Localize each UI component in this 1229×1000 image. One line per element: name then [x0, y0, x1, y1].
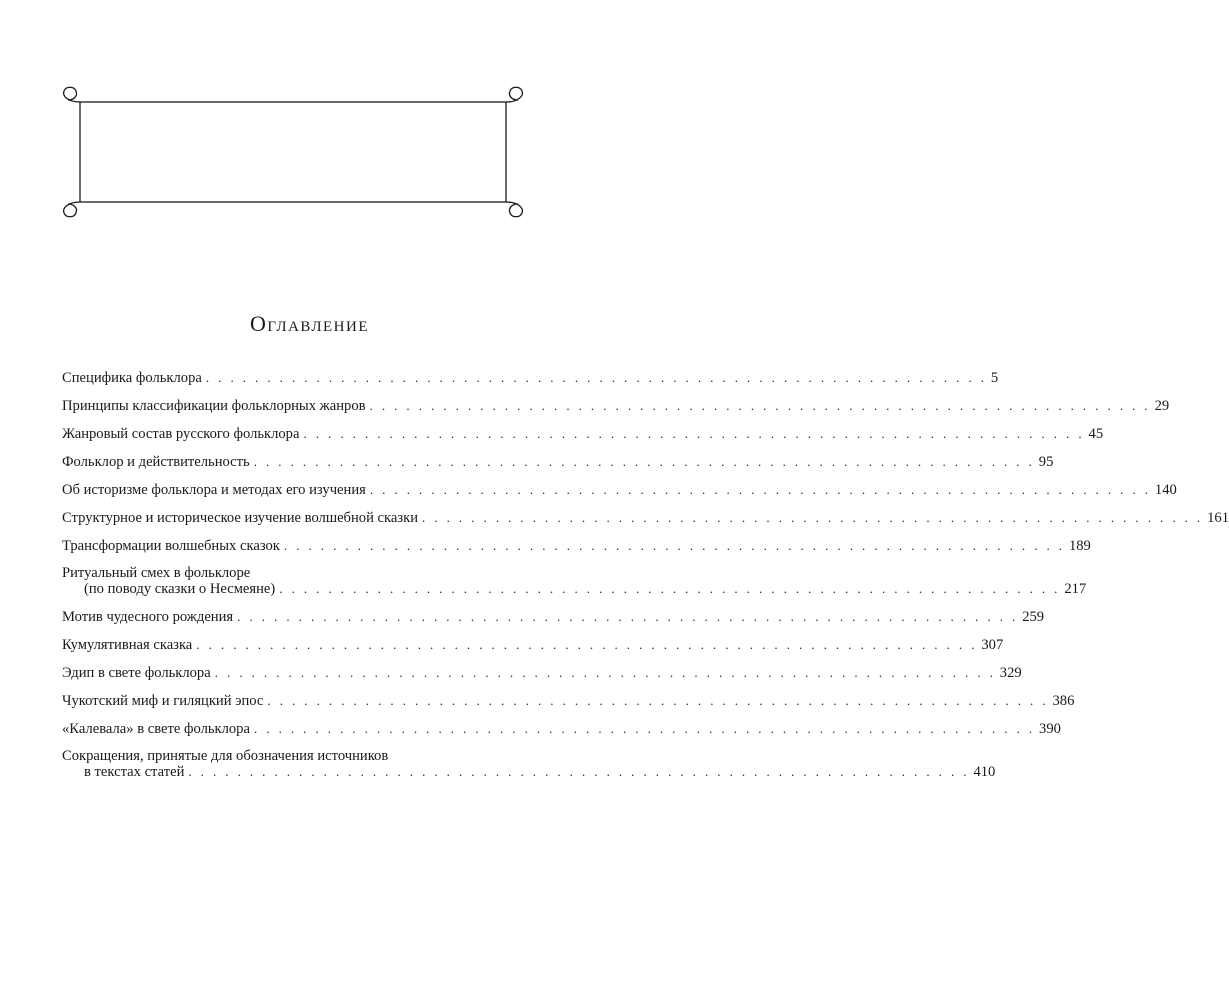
table-of-contents	[62, 370, 1229, 792]
page-title: Оглавление	[249, 311, 370, 336]
dot-leader: . . . . . . . . . . . . . . . . . . . . . . . . . . . . . . . . . . . . . . . . . . . . . . . . . . . . . . . . . . . . . . . .	[253, 454, 1035, 469]
toc-page-number: 189	[1068, 538, 1091, 554]
toc-entry[interactable]	[62, 510, 1229, 526]
dot-leader: . . . . . . . . . . . . . . . . . . . . . . . . . . . . . . . . . . . . . . . . . . . . . . . . . . . . . . . . . . . . . . . .	[214, 665, 996, 680]
toc-entry-title: Мотив чудесного рождения	[62, 609, 234, 625]
toc-entry[interactable]	[62, 609, 1045, 625]
toc-entry-title: Принципы классификации фольклорных жанров	[62, 398, 366, 414]
toc-entry[interactable]	[62, 538, 1091, 554]
toc-entry[interactable]	[62, 454, 1054, 470]
toc-page-number: 390	[1039, 721, 1061, 737]
toc-page-number: 29	[1154, 398, 1170, 414]
dot-leader: . . . . . . . . . . . . . . . . . . . . . . . . . . . . . . . . . . . . . . . . . . . . . . . . . . . . . . . . . . . . . . . .	[196, 637, 978, 652]
toc-entry-title: Чукотский миф и гиляцкий эпос	[62, 693, 264, 709]
toc-entry-title: (по поводу сказки о Несмеяне)	[84, 581, 276, 597]
toc-entry-title: Структурное и историческое изучение волшебной сказки	[62, 510, 419, 526]
toc-entry-title: Об историзме фольклора и методах его изучения	[62, 482, 366, 498]
toc-page-number: 386	[1052, 693, 1075, 709]
toc-page-number: 140	[1154, 482, 1177, 498]
dot-leader: . . . . . . . . . . . . . . . . . . . . . . . . . . . . . . . . . . . . . . . . . . . . . . . . . . . . . . . . . . . . . . . .	[205, 370, 987, 385]
frame-curl-top-left	[64, 87, 80, 102]
frame-curl-top-right	[506, 87, 522, 102]
toc-entry-title: «Калевала» в свете фольклора	[62, 721, 250, 737]
dot-leader: . . . . . . . . . . . . . . . . . . . . . . . . . . . . . . . . . . . . . . . . . . . . . . . . . . . . . . . . . . . . . . . .	[369, 398, 1151, 413]
frame-curl-bottom-right	[506, 202, 522, 217]
frame-curl-bottom-left	[64, 202, 80, 217]
toc-entry[interactable]	[62, 565, 1087, 597]
dot-leader: . . . . . . . . . . . . . . . . . . . . . . . . . . . . . . . . . . . . . . . . . . . . . . . . . . . . . . . . . . . . . . . .	[267, 693, 1049, 708]
toc-page-number: 217	[1064, 581, 1087, 597]
toc-entry-title: Специфика фольклора	[62, 370, 202, 386]
frame-border	[80, 102, 506, 202]
toc-page-number: 45	[1088, 426, 1104, 442]
toc-page-number: 329	[999, 665, 1022, 681]
toc-entry[interactable]	[62, 721, 1061, 737]
toc-page-number: 259	[1022, 609, 1045, 625]
toc-entry-title: Фольклор и действительность	[62, 454, 250, 470]
toc-page-number: 307	[981, 637, 1004, 653]
dot-leader: . . . . . . . . . . . . . . . . . . . . . . . . . . . . . . . . . . . . . . . . . . . . . . . . . . . . . . . . . . . . . . . .	[303, 426, 1085, 441]
dot-leader: . . . . . . . . . . . . . . . . . . . . . . . . . . . . . . . . . . . . . . . . . . . . . . . . . . . . . . . . . . . . . . . .	[188, 764, 970, 779]
toc-entry[interactable]	[62, 637, 1004, 653]
toc-entry-title: Ритуальный смех в фольклоре	[62, 565, 251, 581]
toc-entry[interactable]	[62, 426, 1104, 442]
toc-entry[interactable]	[62, 748, 996, 780]
dot-leader: . . . . . . . . . . . . . . . . . . . . . . . . . . . . . . . . . . . . . . . . . . . . . . . . . . . . . . . . . . . . . . . .	[253, 721, 1036, 736]
toc-page-number: 161	[1207, 510, 1229, 526]
toc-entry[interactable]	[62, 370, 999, 386]
toc-page-number: 5	[990, 370, 999, 386]
dot-leader: . . . . . . . . . . . . . . . . . . . . . . . . . . . . . . . . . . . . . . . . . . . . . . . . . . . . . . . . . . . . . . . .	[422, 510, 1204, 525]
toc-entry-title: в текстах статей	[84, 764, 185, 780]
toc-entry-title: Эдип в свете фольклора	[62, 665, 211, 681]
toc-entry-title: Сокращения, принятые для обозначения источников	[62, 748, 389, 764]
toc-entry[interactable]	[62, 665, 1022, 681]
dot-leader: . . . . . . . . . . . . . . . . . . . . . . . . . . . . . . . . . . . . . . . . . . . . . . . . . . . . . . . . . . . . . . . .	[369, 482, 1151, 497]
toc-page-number: 410	[973, 764, 996, 780]
toc-entry[interactable]	[62, 398, 1170, 414]
dot-leader: . . . . . . . . . . . . . . . . . . . . . . . . . . . . . . . . . . . . . . . . . . . . . . . . . . . . . . . . . . . . . . . .	[237, 609, 1019, 624]
toc-entry-title: Трансформации волшебных сказок	[62, 538, 280, 554]
toc-entry[interactable]	[62, 693, 1075, 709]
toc-entry[interactable]	[62, 482, 1177, 498]
dot-leader: . . . . . . . . . . . . . . . . . . . . . . . . . . . . . . . . . . . . . . . . . . . . . . . . . . . . . . . . . . . . . . . .	[283, 538, 1065, 553]
dot-leader: . . . . . . . . . . . . . . . . . . . . . . . . . . . . . . . . . . . . . . . . . . . . . . . . . . . . . . . . . . . . . . . .	[279, 581, 1061, 596]
toc-entry-title: Кумулятивная сказка	[62, 637, 193, 653]
toc-page-number: 95	[1038, 454, 1054, 470]
toc-entry-title: Жанровый состав русского фольклора	[62, 426, 300, 442]
ornamental-frame	[60, 82, 526, 222]
